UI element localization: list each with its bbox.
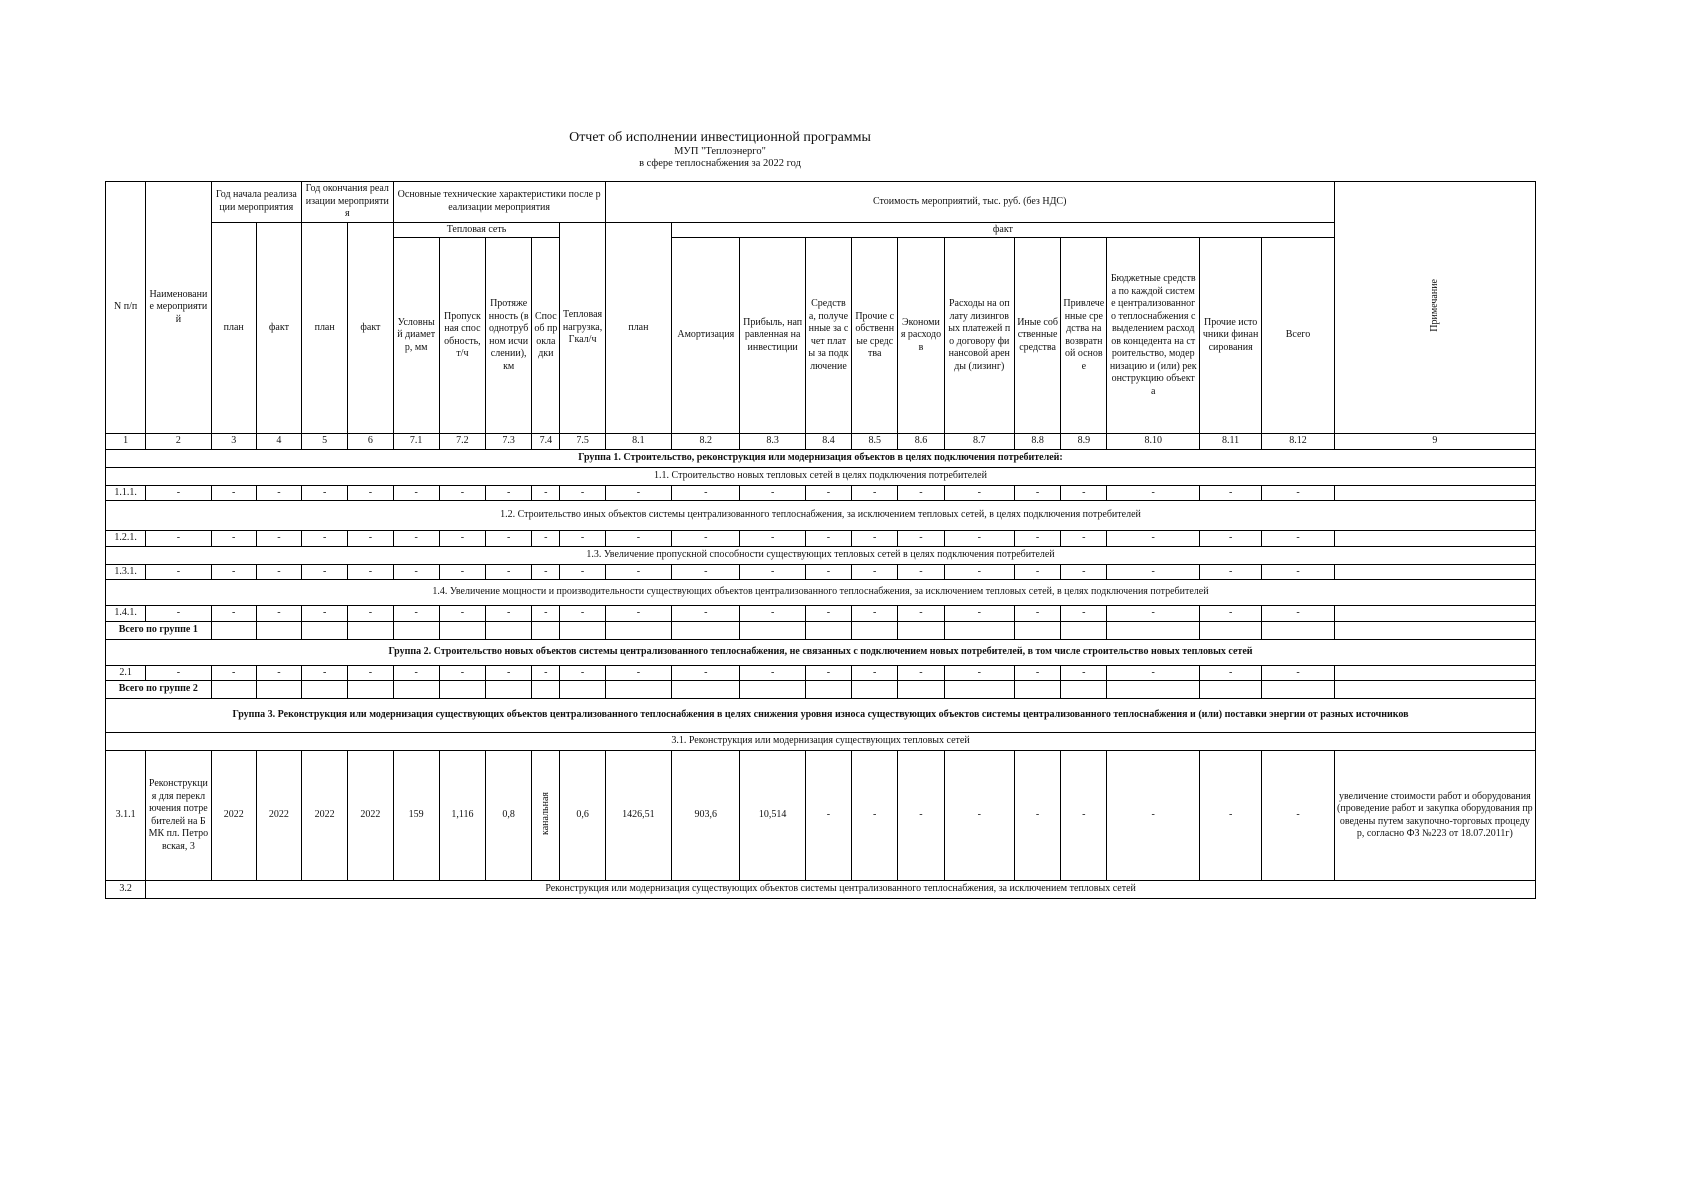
dash-cell: - — [146, 665, 211, 681]
total-cell — [898, 681, 944, 699]
section-3-2-title: Реконструкция или модернизация существующих объектов системы централизованного теплоснабжения, за исключением тепловых сетей — [146, 881, 1536, 899]
total-cell — [348, 621, 393, 639]
total-cell — [1262, 621, 1334, 639]
dash-cell: - — [393, 564, 439, 580]
note-cell — [1334, 531, 1535, 547]
dash-cell: - — [211, 485, 256, 501]
row-3-1-1-end-fact: 2022 — [348, 751, 393, 881]
dash-cell: - — [1014, 564, 1060, 580]
total-cell — [852, 681, 898, 699]
group2-title: Группа 2. Строительство новых объектов системы централизованного теплоснабжения, не связанных с подключением новых потребителей, в том числе строительство новых тепловых сетей — [106, 639, 1536, 665]
row-3-1-1-load: 0,6 — [560, 751, 605, 881]
column-number-20: 8.9 — [1061, 434, 1107, 450]
header-start-plan: план — [211, 222, 256, 434]
total-cell — [486, 681, 532, 699]
dash-cell: - — [302, 606, 348, 622]
header-length: Протяженность (в однотрубном исчислении), км — [486, 238, 532, 434]
dash-cell: - — [1061, 606, 1107, 622]
column-number-19: 8.8 — [1014, 434, 1060, 450]
report-scope: в сфере теплоснабжения за 2022 год — [639, 158, 801, 170]
dash-cell: - — [605, 606, 671, 622]
header-end-fact: факт — [348, 222, 393, 434]
dash-cell: - — [944, 485, 1014, 501]
note-cell — [1334, 606, 1535, 622]
dash-cell: - — [1014, 485, 1060, 501]
header-amortization: Амортизация — [672, 238, 740, 434]
column-number-17: 8.6 — [898, 434, 944, 450]
dash-cell: - — [672, 485, 740, 501]
column-number-22: 8.11 — [1199, 434, 1261, 450]
total-cell — [1334, 621, 1535, 639]
table-row — [106, 485, 1536, 501]
row-id: 1.4.1. — [106, 606, 146, 622]
section-1-4-title: 1.4. Увеличение мощности и производительности существующих объектов централизованного теплоснабжения, за исключением тепловых сетей, в целях подключения потребителей — [106, 580, 1536, 606]
dash-cell: - — [1014, 665, 1060, 681]
group2-total-label: Всего по группе 2 — [106, 681, 212, 699]
dash-cell: - — [1199, 564, 1261, 580]
section-3-2-num: 3.2 — [106, 881, 146, 899]
dash-cell: - — [898, 485, 944, 501]
dash-cell: - — [302, 485, 348, 501]
row-id: 1.3.1. — [106, 564, 146, 580]
total-cell — [211, 621, 256, 639]
row-3-1-1-diameter: 159 — [393, 751, 439, 881]
total-cell — [302, 681, 348, 699]
total-cell — [560, 681, 605, 699]
total-cell — [256, 621, 301, 639]
row-3-1-1-start-fact: 2022 — [256, 751, 301, 881]
dash-cell: - — [302, 531, 348, 547]
dash-cell: - — [1262, 564, 1334, 580]
row-3-1-1-id: 3.1.1 — [106, 751, 146, 881]
row-3-1-1-other-own: - — [852, 751, 898, 881]
header-cost-fact: факт — [672, 222, 1335, 238]
dash-cell: - — [146, 485, 211, 501]
dash-cell: - — [805, 564, 851, 580]
total-cell — [1014, 621, 1060, 639]
table-row — [106, 606, 1536, 622]
note-cell — [1334, 665, 1535, 681]
dash-cell: - — [393, 665, 439, 681]
dash-cell: - — [486, 531, 532, 547]
dash-cell: - — [740, 564, 805, 580]
group1-total-label: Всего по группе 1 — [106, 621, 212, 639]
dash-cell: - — [1107, 665, 1200, 681]
group1-total-row — [106, 621, 1536, 639]
dash-cell: - — [211, 606, 256, 622]
dash-cell: - — [1061, 485, 1107, 501]
dash-cell: - — [1107, 531, 1200, 547]
row-3-1-1-capacity: 1,116 — [439, 751, 485, 881]
section-1-3-title: 1.3. Увеличение пропускной способности существующих тепловых сетей в целях подключения потребителей — [106, 546, 1536, 564]
row-3-1-1-savings: - — [898, 751, 944, 881]
dash-cell: - — [439, 564, 485, 580]
column-number-10: 7.4 — [532, 434, 560, 450]
total-cell — [852, 621, 898, 639]
dash-cell: - — [1262, 606, 1334, 622]
total-cell — [1107, 681, 1200, 699]
dash-cell: - — [1107, 606, 1200, 622]
total-cell — [944, 681, 1014, 699]
row-3-1-1-cost-plan: 1426,51 — [605, 751, 671, 881]
report-organization: МУП "Теплоэнерго" — [674, 146, 766, 158]
dash-cell: - — [560, 485, 605, 501]
dash-cell: - — [672, 665, 740, 681]
dash-cell: - — [302, 564, 348, 580]
column-number-21: 8.10 — [1107, 434, 1200, 450]
header-connection-fee: Средства, полученные за счет платы за подключение — [805, 238, 851, 434]
dash-cell: - — [805, 531, 851, 547]
total-cell — [805, 621, 851, 639]
dash-cell: - — [302, 665, 348, 681]
total-cell — [532, 621, 560, 639]
dash-cell: - — [1199, 606, 1261, 622]
dash-cell: - — [852, 665, 898, 681]
group3-title: Группа 3. Реконструкция или модернизация существующих объектов централизованного теплоснабжения в целях снижения уровня износа существующих объектов системы централизованного теплоснабжения и (или) поставки энергии от разных источников — [106, 699, 1536, 733]
dash-cell: - — [486, 606, 532, 622]
total-cell — [605, 621, 671, 639]
dash-cell: - — [605, 531, 671, 547]
dash-cell: - — [439, 485, 485, 501]
dash-cell: - — [560, 531, 605, 547]
total-cell — [1014, 681, 1060, 699]
header-note: Примечание — [1334, 182, 1535, 434]
total-cell — [532, 681, 560, 699]
row-3-1-1-note: увеличение стоимости работ и оборудования (проведение работ и закупка оборудования проведены путем закупочно-торговых процедур, согласно ФЗ №223 от 18.07.2011г) — [1334, 751, 1535, 881]
dash-cell: - — [439, 665, 485, 681]
header-start-fact: факт — [256, 222, 301, 434]
dash-cell: - — [348, 665, 393, 681]
dash-cell: - — [211, 531, 256, 547]
total-cell — [1262, 681, 1334, 699]
dash-cell: - — [1262, 485, 1334, 501]
row-3-1-1-profit: 10,514 — [740, 751, 805, 881]
header-name: Наименование мероприятий — [146, 182, 211, 434]
dash-cell: - — [852, 531, 898, 547]
column-number-3: 3 — [211, 434, 256, 450]
header-budget: Бюджетные средства по каждой системе централизованного теплоснабжения с выделением расходов концедента на строительство, модернизацию и (или) реконструкцию объекта — [1107, 238, 1200, 434]
table-row — [106, 531, 1536, 547]
header-borrowed: Привлеченные средства на возвратной основе — [1061, 238, 1107, 434]
dash-cell: - — [805, 485, 851, 501]
dash-cell: - — [740, 606, 805, 622]
dash-cell: - — [532, 606, 560, 622]
total-cell — [944, 621, 1014, 639]
dash-cell: - — [256, 564, 301, 580]
dash-cell: - — [560, 665, 605, 681]
dash-cell: - — [1061, 665, 1107, 681]
group1-title: Группа 1. Строительство, реконструкция или модернизация объектов в целях подключения потребителей: — [106, 449, 1536, 467]
total-cell — [560, 621, 605, 639]
total-cell — [1334, 681, 1535, 699]
dash-cell: - — [211, 665, 256, 681]
total-cell — [302, 621, 348, 639]
dash-cell: - — [898, 665, 944, 681]
section-1-1-title: 1.1. Строительство новых тепловых сетей в целях подключения потребителей — [106, 467, 1536, 485]
dash-cell: - — [944, 606, 1014, 622]
dash-cell: - — [532, 531, 560, 547]
row-3-1-1-length: 0,8 — [486, 751, 532, 881]
column-number-16: 8.5 — [852, 434, 898, 450]
dash-cell: - — [439, 606, 485, 622]
total-cell — [439, 621, 485, 639]
header-end-plan: план — [302, 222, 348, 434]
dash-cell: - — [560, 606, 605, 622]
total-cell — [211, 681, 256, 699]
column-number-8: 7.2 — [439, 434, 485, 450]
total-cell — [672, 621, 740, 639]
dash-cell: - — [1061, 531, 1107, 547]
dash-cell: - — [852, 564, 898, 580]
column-number-12: 8.1 — [605, 434, 671, 450]
section-1-2-title: 1.2. Строительство иных объектов системы централизованного теплоснабжения, за исключением тепловых сетей, в целях подключения потребителей — [106, 501, 1536, 531]
dash-cell: - — [805, 606, 851, 622]
header-leasing: Расходы на оплату лизинговых платежей по договору финансовой аренды (лизинг) — [944, 238, 1014, 434]
header-end-year: Год окончания реализации мероприятия — [302, 182, 393, 223]
column-numbers-row — [106, 434, 1536, 450]
header-profit: Прибыль, направленная на инвестиции — [740, 238, 805, 434]
dash-cell: - — [898, 606, 944, 622]
row-id: 1.2.1. — [106, 531, 146, 547]
dash-cell: - — [256, 485, 301, 501]
header-num: N п/п — [106, 182, 146, 434]
dash-cell: - — [605, 564, 671, 580]
dash-cell: - — [1014, 606, 1060, 622]
dash-cell: - — [898, 564, 944, 580]
header-heat-net: Тепловая сеть — [393, 222, 560, 238]
total-cell — [898, 621, 944, 639]
section-3-1-title: 3.1. Реконструкция или модернизация существующих тепловых сетей — [106, 733, 1536, 751]
dash-cell: - — [852, 485, 898, 501]
report-title-block — [0, 130, 1440, 170]
row-3-1-1-start-plan: 2022 — [211, 751, 256, 881]
dash-cell: - — [348, 564, 393, 580]
dash-cell: - — [486, 665, 532, 681]
dash-cell: - — [605, 485, 671, 501]
column-number-11: 7.5 — [560, 434, 605, 450]
total-cell — [348, 681, 393, 699]
table-row — [106, 564, 1536, 580]
dash-cell: - — [348, 531, 393, 547]
total-cell — [486, 621, 532, 639]
dash-cell: - — [740, 531, 805, 547]
header-cost: Стоимость мероприятий, тыс. руб. (без НДС) — [605, 182, 1334, 223]
dash-cell: - — [672, 606, 740, 622]
group2-total-row — [106, 681, 1536, 699]
dash-cell: - — [805, 665, 851, 681]
dash-cell: - — [672, 531, 740, 547]
dash-cell: - — [944, 665, 1014, 681]
dash-cell: - — [1107, 485, 1200, 501]
dash-cell: - — [393, 485, 439, 501]
total-cell — [1061, 681, 1107, 699]
row-3-1-1-other-equity: - — [1014, 751, 1060, 881]
total-cell — [439, 681, 485, 699]
dash-cell: - — [146, 531, 211, 547]
total-cell — [256, 681, 301, 699]
dash-cell: - — [1199, 531, 1261, 547]
total-cell — [1199, 681, 1261, 699]
row-3-1-1-total: - — [1262, 751, 1334, 881]
row-3-1-1-name: Реконструкция для переключения потребителей на БМК пл. Петровская, 3 — [146, 751, 211, 881]
dash-cell: - — [944, 564, 1014, 580]
row-3-1-1-leasing: - — [944, 751, 1014, 881]
row-3-1-1-amortization: 903,6 — [672, 751, 740, 881]
column-number-5: 5 — [302, 434, 348, 450]
row-3-1-1-connection-fee: - — [805, 751, 851, 881]
dash-cell: - — [1199, 485, 1261, 501]
dash-cell: - — [1061, 564, 1107, 580]
dash-cell: - — [672, 564, 740, 580]
total-cell — [672, 681, 740, 699]
header-diameter: Условный диаметр, мм — [393, 238, 439, 434]
total-cell — [605, 681, 671, 699]
column-number-9: 7.3 — [486, 434, 532, 450]
dash-cell: - — [211, 564, 256, 580]
column-number-1: 1 — [106, 434, 146, 450]
dash-cell: - — [1262, 665, 1334, 681]
dash-cell: - — [532, 665, 560, 681]
column-number-14: 8.3 — [740, 434, 805, 450]
column-number-7: 7.1 — [393, 434, 439, 450]
column-number-15: 8.4 — [805, 434, 851, 450]
dash-cell: - — [486, 485, 532, 501]
header-tech: Основные технические характеристики после реализации мероприятия — [393, 182, 605, 223]
column-number-18: 8.7 — [944, 434, 1014, 450]
header-other-equity: Иные собственные средства — [1014, 238, 1060, 434]
dash-cell: - — [944, 531, 1014, 547]
column-number-23: 8.12 — [1262, 434, 1334, 450]
header-cost-plan: план — [605, 222, 671, 434]
total-cell — [1199, 621, 1261, 639]
report-title: Отчет об исполнении инвестиционной программы — [569, 130, 871, 145]
row-3-1-1-budget: - — [1107, 751, 1200, 881]
header-savings: Экономия расходов — [898, 238, 944, 434]
header-other-own: Прочие собственные средства — [852, 238, 898, 434]
dash-cell: - — [348, 606, 393, 622]
dash-cell: - — [256, 665, 301, 681]
table-row — [106, 665, 1536, 681]
note-cell — [1334, 564, 1535, 580]
column-number-2: 2 — [146, 434, 211, 450]
total-cell — [393, 621, 439, 639]
dash-cell: - — [393, 606, 439, 622]
dash-cell: - — [1262, 531, 1334, 547]
dash-cell: - — [532, 564, 560, 580]
dash-cell: - — [1107, 564, 1200, 580]
dash-cell: - — [256, 531, 301, 547]
dash-cell: - — [393, 531, 439, 547]
dash-cell: - — [898, 531, 944, 547]
dash-cell: - — [605, 665, 671, 681]
note-cell — [1334, 485, 1535, 501]
row-3-1-1-borrowed: - — [1061, 751, 1107, 881]
dash-cell: - — [532, 485, 560, 501]
column-number-4: 4 — [256, 434, 301, 450]
row-id: 2.1 — [106, 665, 146, 681]
dash-cell: - — [348, 485, 393, 501]
row-3-1-1-laying: канальная — [532, 751, 560, 881]
dash-cell: - — [740, 485, 805, 501]
row-id: 1.1.1. — [106, 485, 146, 501]
dash-cell: - — [146, 606, 211, 622]
total-cell — [393, 681, 439, 699]
total-cell — [1107, 621, 1200, 639]
dash-cell: - — [852, 606, 898, 622]
table-row-3-1-1 — [106, 751, 1536, 881]
column-number-6: 6 — [348, 434, 393, 450]
total-cell — [740, 621, 805, 639]
dash-cell: - — [256, 606, 301, 622]
investment-report-table — [105, 181, 1536, 899]
dash-cell: - — [146, 564, 211, 580]
dash-cell: - — [740, 665, 805, 681]
dash-cell: - — [486, 564, 532, 580]
dash-cell: - — [439, 531, 485, 547]
column-number-13: 8.2 — [672, 434, 740, 450]
total-cell — [740, 681, 805, 699]
dash-cell: - — [1014, 531, 1060, 547]
header-capacity: Пропускная способность, т/ч — [439, 238, 485, 434]
dash-cell: - — [560, 564, 605, 580]
row-3-1-1-other-sources: - — [1199, 751, 1261, 881]
dash-cell: - — [1199, 665, 1261, 681]
row-3-1-1-end-plan: 2022 — [302, 751, 348, 881]
header-laying: Способ прокладки — [532, 238, 560, 434]
header-start-year: Год начала реализации мероприятия — [211, 182, 301, 223]
header-total: Всего — [1262, 238, 1334, 434]
column-number-24: 9 — [1334, 434, 1535, 450]
header-other-sources: Прочие источники финансирования — [1199, 238, 1261, 434]
total-cell — [1061, 621, 1107, 639]
header-load: Тепловая нагрузка, Гкал/ч — [560, 222, 605, 434]
total-cell — [805, 681, 851, 699]
